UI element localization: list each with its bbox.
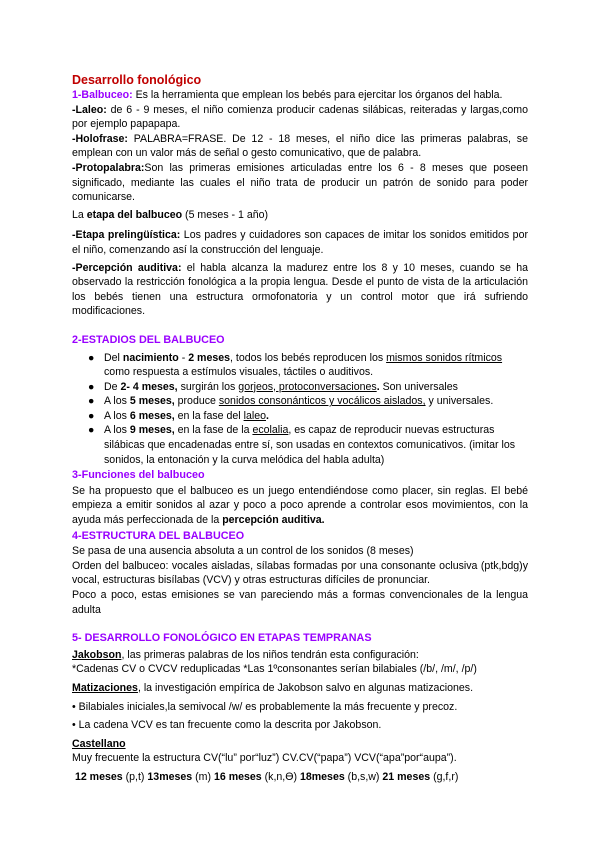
estructura-p2: Orden del balbuceo: vocales aisladas, sílabas formadas por una consonante oclusiva (ptk,bdg)y vocal, estructuras bisílabas (VCV) y otras estructuras difíciles de pronunciar. — [72, 559, 528, 587]
percepcion-term: -Percepción auditiva: — [72, 261, 182, 274]
section-heading-funciones: 3-Funciones del balbuceo — [72, 469, 205, 482]
item-text: Del — [104, 351, 123, 364]
document-title: Desarrollo fonológico — [72, 73, 202, 87]
item-bold: . — [265, 409, 269, 422]
list-item — [88, 409, 528, 424]
meses-bold: 12 meses — [74, 770, 123, 783]
item-underline: gorjeos, protoconversaciones — [238, 380, 377, 393]
item-bold: 2- 4 meses, — [120, 380, 178, 393]
document-page — [72, 72, 528, 785]
protopalabra-term: -Protopalabra: — [72, 161, 145, 174]
protopalabra-text: Son las primeras emisiones articuladas entre los 6 - 8 meses que poseen significado, mediante las cuales el niño trata de producir un patrón de sonido para poder comunicarse. — [72, 161, 528, 204]
castellano-term: Castellano — [72, 737, 126, 750]
protopalabra-definition — [72, 161, 528, 205]
funciones-bold: percepción auditiva. — [222, 514, 325, 527]
section-heading-desarrollo: 5- DESARROLLO FONOLÓGICO EN ETAPAS TEMPRANAS — [72, 632, 372, 645]
item-text: , todos los bebés reproducen los — [230, 351, 387, 364]
prelinguistica-term: -Etapa prelingüística: — [72, 229, 181, 242]
item-bold: . — [376, 380, 380, 393]
jakobson-term: Jakobson — [72, 648, 122, 661]
matizaciones-line — [72, 681, 528, 696]
list-item — [88, 380, 528, 395]
meses-bold: 13meses — [147, 770, 193, 783]
meses-bold: 16 meses — [213, 770, 262, 783]
section-heading-estructura: 4-ESTRUCTURA DEL BALBUCEO — [72, 529, 245, 542]
cadena-vcv-line: • La cadena VCV es tan frecuente como la descrita por Jakobson. — [72, 719, 382, 732]
bullet-icon: ● — [88, 409, 95, 422]
item-bold: 5 meses, — [129, 395, 175, 408]
item-text: De — [104, 380, 121, 393]
item-text: surgirán los — [177, 380, 239, 393]
meses-bold: 21 meses — [382, 770, 431, 783]
meses-text: (p,t) — [122, 770, 148, 783]
item-text: A los — [104, 409, 130, 422]
item-text: y universales. — [425, 395, 494, 408]
item-text: Son universales — [379, 380, 458, 393]
list-item — [88, 423, 528, 467]
item-underline: laleo — [243, 409, 266, 422]
item-underline: sonidos consonánticos y vocálicos aislados, — [218, 395, 426, 408]
item-text: en la fase del — [174, 409, 244, 422]
laleo-term: -Laleo: — [72, 103, 107, 116]
bullet-icon: ● — [88, 380, 95, 393]
bullet-icon: ● — [88, 351, 95, 364]
etapa-balbuceo-term: etapa del balbuceo — [86, 208, 183, 221]
meses-line — [72, 770, 528, 785]
castellano-text: Muy frecuente la estructura CV(“lu” por“luz”) CV.CV(“papa”) VCV(“apa”por“aupa”). — [72, 752, 457, 765]
item-text: en la fase de la — [174, 424, 253, 437]
jakobson-text: , las primeras palabras de los niños tendrán esta configuración: — [121, 648, 419, 661]
balbuceo-definition — [72, 88, 528, 103]
meses-text: (k,n,Ɵ) — [261, 770, 300, 783]
item-text: produce — [174, 395, 219, 408]
funciones-paragraph — [72, 484, 528, 528]
item-text: , es capaz de reproducir nuevas estructuras silábicas que encadenadas entre sí, son usadas en contextos comunicativos. (imitar los sonidos, la entonación y la curva melódica del habla adulta) — [104, 424, 516, 466]
holofrase-definition — [72, 132, 528, 161]
item-text: A los — [104, 424, 130, 437]
laleo-text: de 6 - 9 meses, el niño comienza producir cadenas silábicas, reiteradas y largas,como por ejemplo papapapa. — [72, 103, 528, 131]
section-heading-estadios: 2-ESTADIOS DEL BALBUCEO — [72, 333, 225, 346]
prelinguistica-definition — [72, 228, 528, 257]
jakobson-line — [72, 648, 528, 663]
matizaciones-text: , la investigación empírica de Jakobson salvo en algunas matizaciones. — [137, 681, 474, 694]
bilabiales-line: • Bilabiales iniciales,la semivocal /w/ es probablemente la más frecuente y precoz. — [72, 700, 458, 713]
funciones-text: Se ha propuesto que el balbuceo es un juego entendiéndose como placer, sin reglas. El bebé empieza a emitir sonidos al azar y poco a poco aprende a controlar esos movimientos, con la ayuda más perfeccionada de la — [72, 484, 528, 527]
estructura-p3: Poco a poco, estas emisiones se van pareciendo más a formas convencionales de la lengua adulta — [72, 589, 528, 616]
etapa-pre: La — [72, 208, 87, 221]
balbuceo-text: Es la herramienta que emplean los bebés para ejercitar los órganos del habla. — [132, 89, 503, 101]
item-bold: 6 meses, — [129, 409, 175, 422]
prelinguistica-text: Los padres y cuidadores son capaces de imitar los sonidos emitidos por el niño, comenzando así la construcción del lenguaje. — [72, 229, 528, 256]
etapa-balbuceo-line — [72, 208, 528, 223]
bullet-icon: ● — [88, 395, 95, 408]
item-bold: 9 meses, — [129, 424, 175, 437]
item-underline: ecolalia — [252, 424, 289, 437]
balbuceo-term: 1-Balbuceo: — [72, 89, 133, 101]
percepcion-definition — [72, 261, 528, 319]
meses-text: (g,f,r) — [430, 770, 459, 783]
cadenas-line: *Cadenas CV o CVCV reduplicadas *Las 1ºconsonantes serían bilabiales (/b/, /m/, /p/) — [72, 663, 477, 676]
estructura-p1: Se pasa de una ausencia absoluta a un control de los sonidos (8 meses) — [72, 545, 414, 558]
item-text: A los — [104, 395, 130, 408]
meses-text: (b,s,w) — [344, 770, 383, 783]
list-item — [88, 351, 528, 380]
percepcion-text: el habla alcanza la madurez entre los 8 y 10 meses, cuando se ha observado la restricción fonológica a la propia lengua. Desde el punto de vista de la articulación los bebés tienen una estructura ormofonatoria y un control motor que irá sufriendo modificaciones. — [72, 261, 528, 318]
item-underline: mismos sonidos rítmicos — [386, 351, 503, 364]
etapa-balbuceo-range: (5 meses - 1 año) — [182, 208, 269, 221]
meses-bold: 18meses — [299, 770, 345, 783]
castellano-heading — [72, 737, 528, 752]
meses-text: (m) — [192, 770, 214, 783]
laleo-definition — [72, 103, 528, 132]
item-bold: 2 meses — [188, 351, 231, 364]
item-bold: nacimiento — [122, 351, 179, 364]
holofrase-term: -Holofrase: — [72, 132, 128, 145]
list-item — [88, 394, 528, 409]
matizaciones-term: Matizaciones — [72, 681, 138, 694]
item-text: como respuesta a estímulos visuales, táctiles o auditivos. — [104, 366, 374, 379]
bullet-icon: ● — [88, 424, 95, 437]
estadios-list — [72, 351, 528, 468]
item-text: - — [178, 351, 189, 364]
holofrase-text: PALABRA=FRASE. De 12 - 18 meses, el niño dice las primeras palabras, se emplean con un valor más de señal o gesto comunicativo, que de palabra. — [72, 132, 528, 160]
